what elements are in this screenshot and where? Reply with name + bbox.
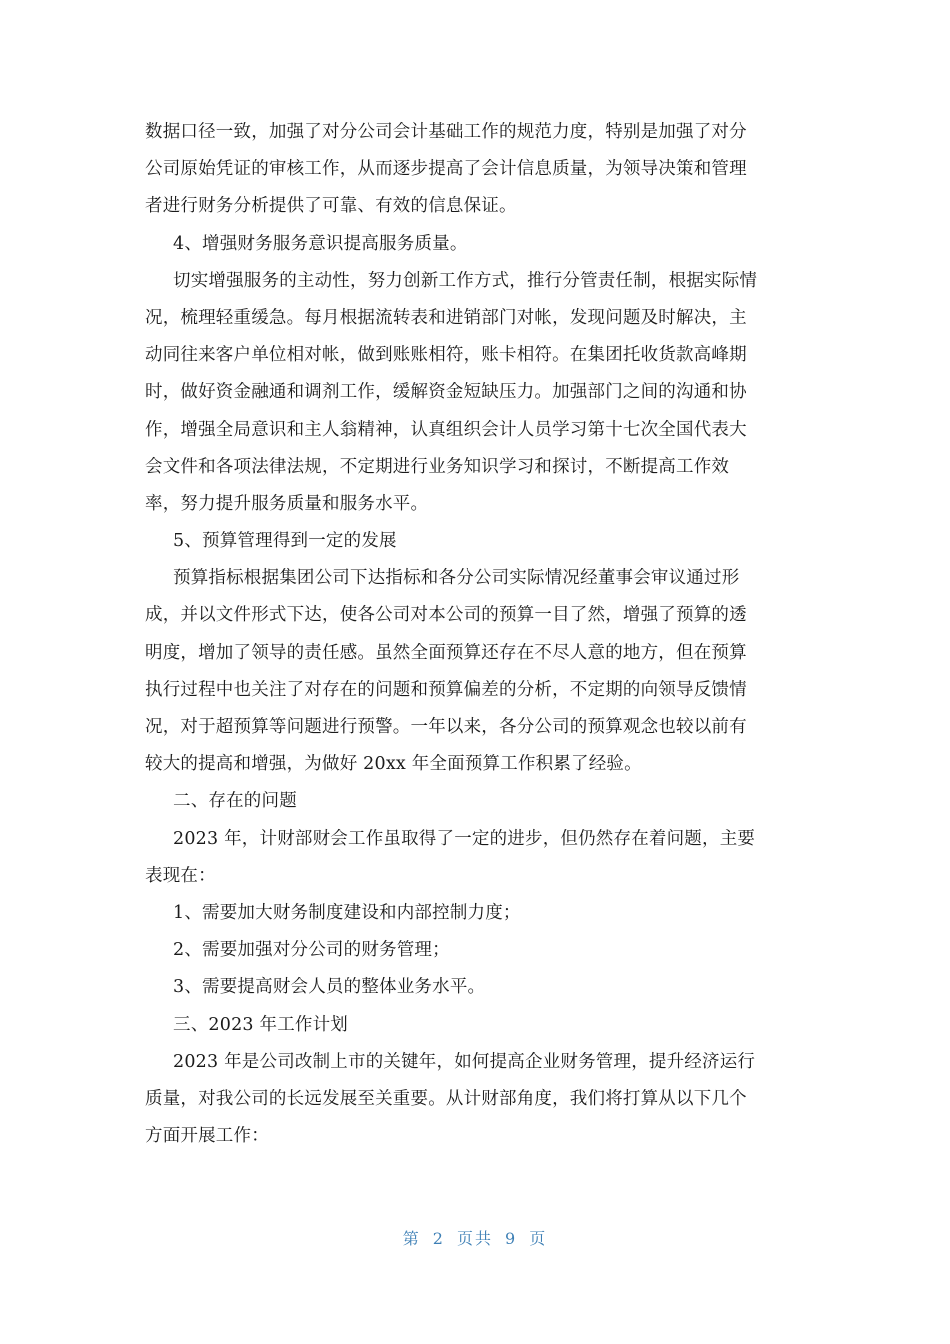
text-line: 公司原始凭证的审核工作，从而逐步提高了会计信息质量，为领导决策和管理 (145, 159, 747, 180)
page-footer (0, 1226, 950, 1249)
text-line: 4、增强财务服务意识提高服务质量。 (173, 233, 468, 254)
text-line: 2、需要加强对分公司的财务管理； (173, 940, 450, 961)
text-line: 况，梳理轻重缓急。每月根据流转表和进销部门对帐，发现问题及时解决，主 (145, 307, 747, 328)
text-line: 动同往来客户单位相对帐，做到账账相符，账卡相符。在集团托收货款高峰期 (145, 345, 747, 366)
text-line: 质量，对我公司的长远发展至关重要。从计财部角度，我们将打算从以下几个 (145, 1088, 747, 1109)
text-line: 二、存在的问题 (173, 791, 297, 812)
footer-middle: 页共 (456, 1229, 493, 1248)
text-line: 方面开展工作： (145, 1126, 269, 1147)
text-line: 表现在： (145, 865, 216, 886)
text-line: 会文件和各项法律法规，不定期进行业务知识学习和探讨，不断提高工作效 (145, 456, 730, 477)
text-line: 作，增强全局意识和主人翁精神，认真组织会计人员学习第十七次全国代表大 (145, 419, 747, 440)
text-line: 三、2023 年工作计划 (173, 1014, 348, 1035)
text-line: 预算指标根据集团公司下达指标和各分公司实际情况经董事会审议通过形 (173, 568, 740, 589)
text-line: 2023 年，计财部财会工作虽取得了一定的进步，但仍然存在着问题，主要 (173, 828, 756, 849)
footer-current-page: 2 (432, 1229, 445, 1248)
text-line: 时，做好资金融通和调剂工作，缓解资金短缺压力。加强部门之间的沟通和协 (145, 382, 747, 403)
document-body (145, 114, 805, 1155)
text-line: 较大的提高和增强，为做好 20xx 年全面预算工作积累了经验。 (145, 754, 642, 775)
text-line: 明度，增加了领导的责任感。虽然全面预算还存在不尽人意的地方，但在预算 (145, 642, 747, 663)
footer-total-pages: 9 (505, 1229, 518, 1248)
text-line: 成，并以文件形式下达，使各公司对本公司的预算一目了然，增强了预算的透 (145, 605, 747, 626)
text-line: 切实增强服务的主动性，努力创新工作方式，推行分管责任制，根据实际情 (173, 270, 758, 291)
text-line: 率，努力提升服务质量和服务水平。 (145, 493, 429, 514)
text-line: 2023 年是公司改制上市的关键年，如何提高企业财务管理，提升经济运行 (173, 1051, 756, 1072)
text-line: 1、需要加大财务制度建设和内部控制力度； (173, 902, 521, 923)
text-line: 3、需要提高财会人员的整体业务水平。 (173, 977, 486, 998)
footer-prefix: 第 (402, 1229, 421, 1248)
text-line: 者进行财务分析提供了可靠、有效的信息保证。 (145, 196, 517, 217)
text-line: 5、预算管理得到一定的发展 (173, 531, 397, 552)
text-line: 数据口径一致，加强了对分公司会计基础工作的规范力度，特别是加强了对分 (145, 122, 747, 142)
text-line: 况，对于超预算等问题进行预警。一年以来，各分公司的预算观念也较以前有 (145, 717, 747, 737)
text-line: 执行过程中也关注了对存在的问题和预算偏差的分析，不定期的向领导反馈情 (145, 679, 747, 700)
footer-suffix: 页 (529, 1229, 548, 1248)
